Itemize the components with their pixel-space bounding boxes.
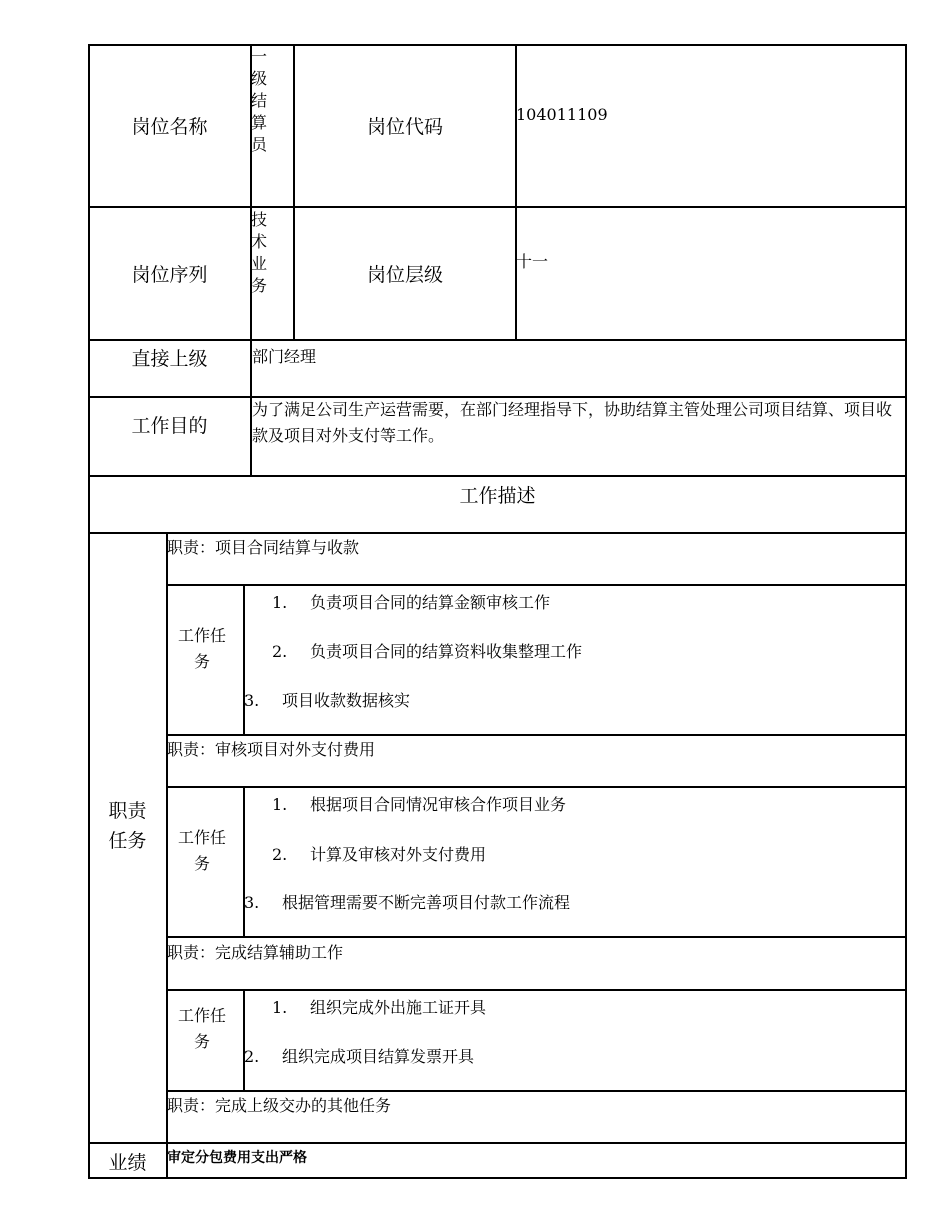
superior-value: 部门经理 (252, 347, 317, 366)
task-label: 工作任务 (177, 1006, 226, 1051)
task-label: 工作任务 (177, 626, 226, 671)
post-code-label: 岗位代码 (366, 116, 443, 138)
task-item: 1. 负责项目合同的结算金额审核工作 (272, 593, 551, 612)
performance-value: 审定分包费用支出严格 (167, 1150, 307, 1166)
task-item: 2. 负责项目合同的结算资料收集整理工作 (272, 642, 583, 661)
post-level-value: 十一 (516, 252, 549, 271)
performance-label: 业绩 (108, 1152, 147, 1174)
purpose-label: 工作目的 (131, 415, 208, 437)
post-series-label: 岗位序列 (131, 264, 208, 286)
duty-title: 职责：完成结算辅助工作 (167, 943, 344, 962)
post-name-value: 一级结算员 (251, 47, 268, 154)
superior-label: 直接上级 (131, 348, 208, 370)
post-name-label: 岗位名称 (131, 116, 208, 138)
task-item: 3. 根据管理需要不断完善项目付款工作流程 (244, 893, 571, 912)
task-label: 工作任务 (177, 828, 226, 873)
duties-label: 职责任务 (108, 800, 147, 852)
post-level-label: 岗位层级 (366, 264, 443, 286)
post-code-value: 104011109 (516, 105, 608, 124)
task-item: 1. 根据项目合同情况审核合作项目业务 (272, 795, 567, 814)
task-item: 2. 计算及审核对外支付费用 (272, 845, 487, 864)
section-title: 工作描述 (459, 485, 536, 507)
purpose-value: 为了满足公司生产运营需要，在部门经理指导下，协助结算主管处理公司项目结算、项目收款及项目对外支付等工作。 (252, 400, 893, 445)
task-item: 3. 项目收款数据核实 (244, 691, 411, 710)
task-item: 1. 组织完成外出施工证开具 (272, 998, 487, 1017)
duty-title: 职责：项目合同结算与收款 (167, 538, 360, 557)
duty-title: 职责：审核项目对外支付费用 (167, 740, 376, 759)
post-series-value: 技术业务 (251, 210, 268, 295)
duty-title: 职责：完成上级交办的其他任务 (167, 1096, 392, 1115)
task-item: 2. 组织完成项目结算发票开具 (244, 1047, 475, 1066)
